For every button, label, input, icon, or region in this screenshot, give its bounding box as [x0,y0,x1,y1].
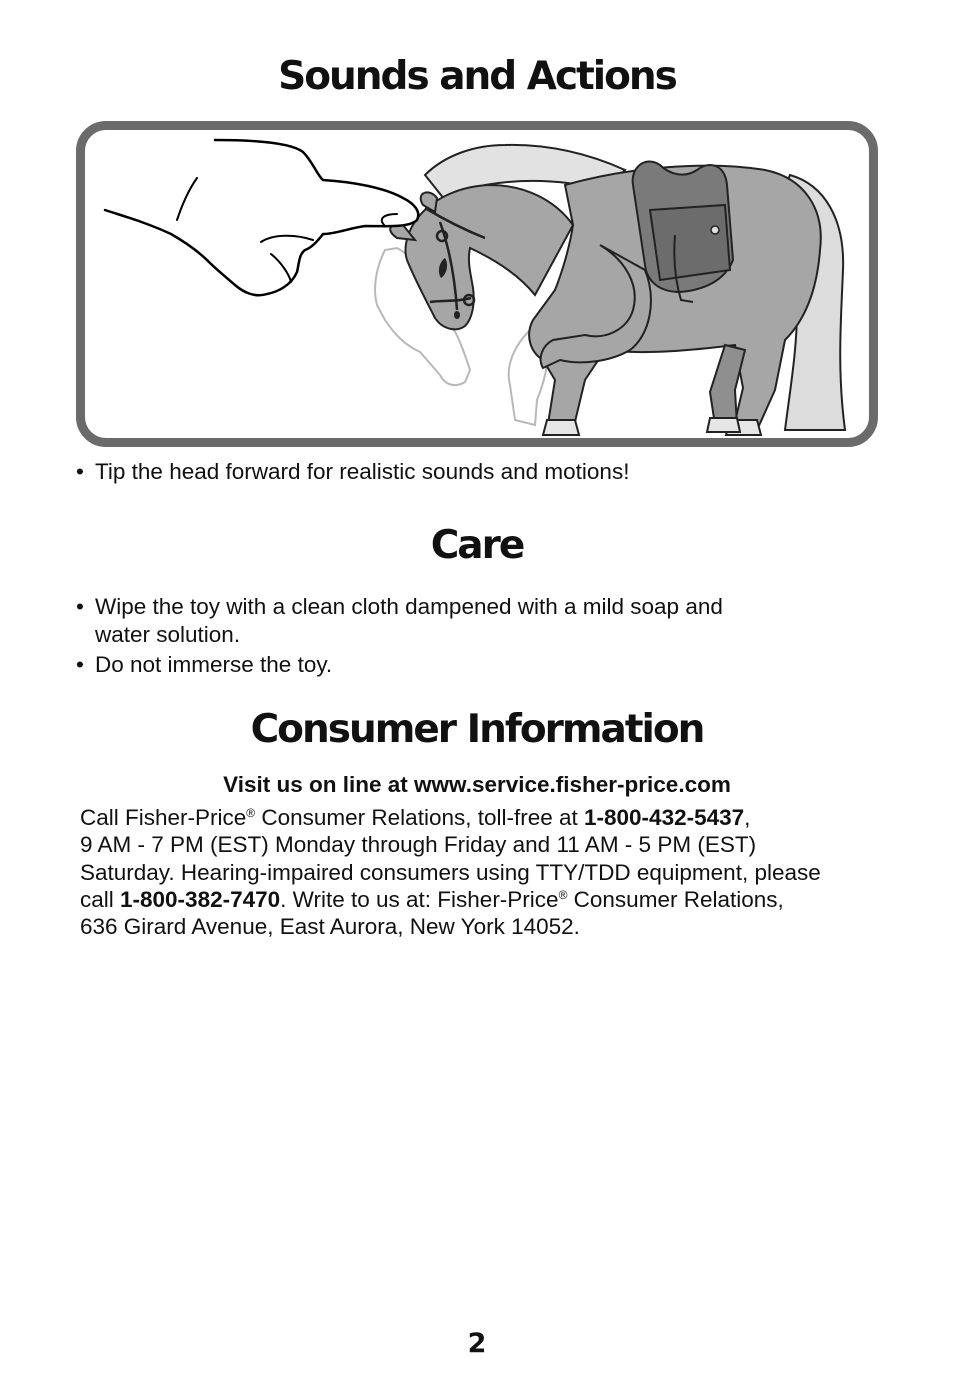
horse-icon [375,145,845,435]
contact-line-tty: Saturday. Hearing-impaired consumers using TTY/TDD equipment, please [80,859,821,885]
contact-line-hours: 9 AM - 7 PM (EST) Monday through Friday and 11 AM - 5 PM (EST) [80,832,757,858]
phone-number-main: 1-800-432-5437 [584,805,745,830]
contact-line-address: 636 Girard Avenue, East Aurora, New York 14052. [80,914,580,940]
care-bullet-list [76,593,876,679]
section-title-consumer-info: Consumer Information [250,707,704,752]
comma: , [744,805,751,830]
list-item: • Do not immerse the toy. [76,651,876,679]
write-suffix: Consumer Relations, [567,886,784,912]
list-item [76,593,876,649]
contact-line-1 [80,804,880,831]
contact-line-4 [80,886,880,913]
list-item-line: Wipe the toy with a clean cloth dampened with a mild soap and [95,594,723,619]
call-mid: Consumer Relations, toll-free at [255,805,585,830]
call-word: call [80,886,121,912]
illustration-frame [76,121,878,447]
website-line: Visit us on line at www.service.fisher-price.com [223,772,731,797]
list-item: • Tip the head forward for realistic sounds and motions! [76,458,876,486]
illustration-svg [85,130,869,438]
registered-mark: ® [246,806,256,820]
call-prefix: Call Fisher-Price [80,805,247,830]
write-prefix: . Write to us at: Fisher-Price [280,886,559,912]
section-title-sounds-actions: Sounds and Actions [278,54,676,99]
section-title-care: Care [430,523,524,568]
list-item-line: water solution. [95,622,241,647]
phone-number-tty: 1-800-382-7470 [120,886,281,912]
sounds-bullet-list [76,458,876,486]
page-number: 2 [467,1328,487,1359]
contact-paragraph [80,804,880,940]
registered-mark: ® [558,887,568,902]
hand-icon [105,140,418,295]
